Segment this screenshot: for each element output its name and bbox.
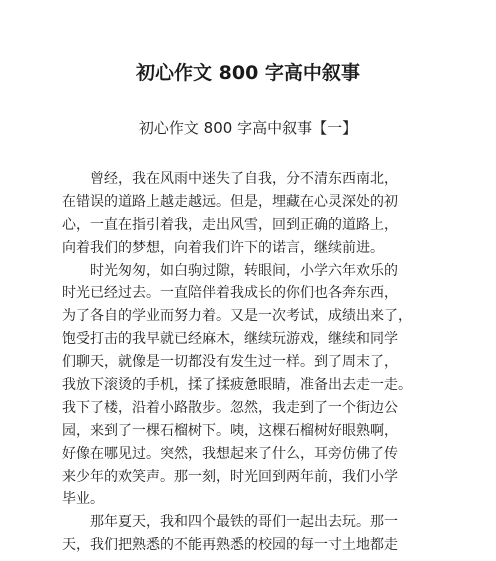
body-line: 向着我们的梦想，向着我们许下的诺言，继续前进。 (62, 239, 384, 256)
body-line: 在错误的道路上越走越远。但是，埋藏在心灵深处的初 (62, 193, 398, 210)
body-line: 来少年的欢笑声。那一刻，时光回到两年前，我们小学 (62, 468, 398, 485)
document-body (62, 168, 462, 557)
body-line: 那年夏天，我和四个最铁的哥们一起出去玩。那一 (62, 514, 398, 531)
body-line: 时光匆匆，如白驹过隙，转眼间，小学六年欢乐的 (62, 262, 398, 279)
body-line: 好像在哪见过。突然，我想起来了什么，耳旁仿佛了传 (62, 445, 398, 462)
body-line: 时光已经过去。一直陪伴着我成长的你们也各奔东西， (62, 285, 398, 302)
body-line: 心，一直在指引着我，走出风雪，回到正确的道路上， (62, 216, 398, 233)
document-title: 初心作文 800 字高中叙事 (136, 62, 360, 84)
body-line: 园，来到了一棵石榴树下。咦，这棵石榴树好眼熟啊， (62, 422, 398, 439)
body-line: 曾经，我在风雨中迷失了自我，分不清东西南北， (62, 171, 398, 187)
body-line: 们聊天，就像是一切都没有发生过一样。到了周末了， (62, 354, 398, 371)
document-subtitle: 初心作文 800 字高中叙事【一】 (138, 119, 358, 137)
body-line: 毕业。 (62, 491, 104, 508)
body-line: 为了各自的学业而努力着。又是一次考试，成绩出来了， (62, 308, 412, 325)
body-line: 我放下滚烫的手机，揉了揉疲惫眼睛，准备出去走一走。 (62, 377, 412, 394)
body-line: 天，我们把熟悉的不能再熟悉的校园的每一寸土地都走 (62, 537, 398, 554)
body-line: 饱受打击的我早就已经麻木，继续玩游戏，继续和同学 (62, 331, 398, 348)
body-line: 我下了楼，沿着小路散步。忽然，我走到了一个街边公 (62, 399, 398, 416)
